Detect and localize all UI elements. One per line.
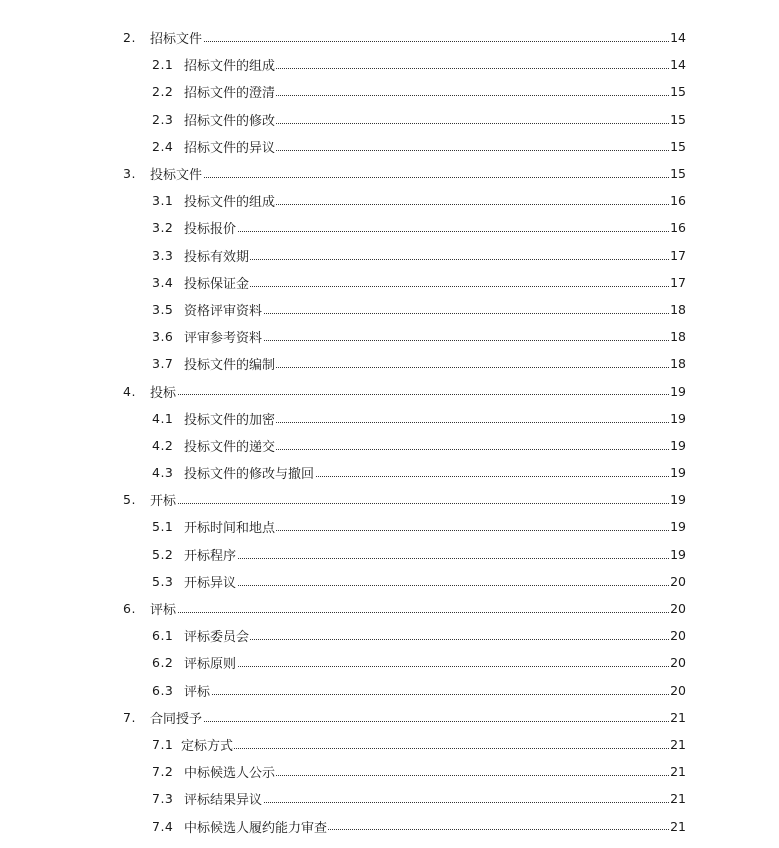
toc-entry[interactable] xyxy=(0,541,779,568)
toc-entry[interactable] xyxy=(0,622,779,649)
toc-entry-title: 招标文件的修改 xyxy=(184,110,276,129)
toc-entry[interactable] xyxy=(0,350,779,377)
toc-entry[interactable] xyxy=(0,649,779,676)
toc-entry-page: 21 xyxy=(670,791,686,807)
dot-leader xyxy=(184,558,669,559)
toc-entry[interactable] xyxy=(0,323,779,350)
toc-entry-title: 投标文件的加密 xyxy=(184,409,276,428)
toc-entry-number: 2.2 xyxy=(152,84,174,100)
toc-entry[interactable] xyxy=(0,459,779,486)
toc-entry-page: 19 xyxy=(670,492,686,508)
toc-entry[interactable] xyxy=(0,704,779,731)
toc-entry-title: 评审参考资料 xyxy=(184,327,263,346)
toc-entry-page: 20 xyxy=(670,628,686,644)
toc-entry[interactable] xyxy=(0,731,779,758)
toc-entry-page: 15 xyxy=(670,138,686,154)
toc-entry-number: 3.3 xyxy=(152,247,174,263)
toc-entry-page: 21 xyxy=(670,764,686,780)
toc-entry-title: 评标 xyxy=(184,681,211,700)
toc-entry[interactable] xyxy=(0,187,779,214)
toc-entry-number: 7.2 xyxy=(152,764,174,780)
dot-leader xyxy=(184,585,669,586)
toc-entry-title: 投标 xyxy=(150,382,177,401)
toc-entry-number: 5.2 xyxy=(152,546,174,562)
toc-entry-number: 5.3 xyxy=(152,573,174,589)
toc-entry-title: 招标文件的异议 xyxy=(184,137,276,156)
toc-entry[interactable] xyxy=(0,405,779,432)
toc-entry-title: 投标有效期 xyxy=(184,246,250,265)
toc-entry-title: 开标时间和地点 xyxy=(184,517,276,536)
toc-entry[interactable] xyxy=(0,242,779,269)
toc-entry-title: 中标候选人履约能力审查 xyxy=(184,817,328,836)
toc-entry-title: 资格评审资料 xyxy=(184,300,263,319)
toc-entry-number: 3.2 xyxy=(152,220,174,236)
toc-entry-page: 15 xyxy=(670,84,686,100)
toc-entry[interactable] xyxy=(0,78,779,105)
toc-entry[interactable] xyxy=(0,595,779,622)
dot-leader xyxy=(184,694,669,695)
toc-entry-page: 21 xyxy=(670,736,686,752)
toc-entry-title: 投标文件 xyxy=(150,164,203,183)
toc-entry-number: 2.3 xyxy=(152,111,174,127)
dot-leader xyxy=(150,721,669,722)
toc-entry[interactable] xyxy=(0,377,779,404)
toc-entry-number: 4.3 xyxy=(152,465,174,481)
dot-leader xyxy=(184,259,669,260)
toc-entry-title: 投标保证金 xyxy=(184,273,250,292)
toc-entry-title: 评标委员会 xyxy=(184,626,250,645)
toc-entry[interactable] xyxy=(0,785,779,812)
toc-entry[interactable] xyxy=(0,513,779,540)
toc-entry[interactable] xyxy=(0,758,779,785)
toc-entry[interactable] xyxy=(0,51,779,78)
toc-entry-number: 5. xyxy=(123,492,136,508)
toc-entry-title: 开标程序 xyxy=(184,545,237,564)
toc-entry-number: 7.3 xyxy=(152,791,174,807)
toc-entry-title: 合同授予 xyxy=(150,708,203,727)
toc-entry-title: 招标文件的组成 xyxy=(184,55,276,74)
toc-entry[interactable] xyxy=(0,269,779,296)
toc-entry-number: 2. xyxy=(123,30,136,46)
toc-entry[interactable] xyxy=(0,677,779,704)
toc-entry-page: 21 xyxy=(670,709,686,725)
toc-entry-page: 17 xyxy=(670,247,686,263)
toc-entry-number: 3.4 xyxy=(152,274,174,290)
dot-leader xyxy=(184,231,669,232)
toc-entry[interactable] xyxy=(0,486,779,513)
dot-leader xyxy=(184,748,669,749)
toc-entry-title: 开标 xyxy=(150,490,177,509)
toc-entry-title: 投标文件的递交 xyxy=(184,436,276,455)
toc-entry-page: 20 xyxy=(670,655,686,671)
dot-leader xyxy=(150,41,669,42)
toc-entry-title: 招标文件的澄清 xyxy=(184,82,276,101)
toc-entry-title: 评标结果异议 xyxy=(184,789,263,808)
toc-entry-number: 3.7 xyxy=(152,356,174,372)
toc-entry-number: 4. xyxy=(123,383,136,399)
toc-entry[interactable] xyxy=(0,133,779,160)
toc-entry-page: 19 xyxy=(670,519,686,535)
dot-leader xyxy=(184,286,669,287)
toc-entry-page: 20 xyxy=(670,682,686,698)
toc-entry[interactable] xyxy=(0,24,779,51)
toc-entry-number: 3.1 xyxy=(152,193,174,209)
toc-entry-title: 投标报价 xyxy=(184,218,237,237)
toc-entry-number: 5.1 xyxy=(152,519,174,535)
toc-entry-page: 16 xyxy=(670,193,686,209)
toc-entry-page: 19 xyxy=(670,465,686,481)
toc-entry[interactable] xyxy=(0,214,779,241)
dot-leader xyxy=(150,177,669,178)
toc-entry-number: 4.2 xyxy=(152,437,174,453)
toc-entry-title: 评标 xyxy=(150,599,177,618)
toc-entry-page: 17 xyxy=(670,274,686,290)
toc-entry-title: 投标文件的组成 xyxy=(184,191,276,210)
toc-entry-title: 定标方式 xyxy=(181,735,234,754)
toc-entry-number: 6.3 xyxy=(152,682,174,698)
toc-entry[interactable] xyxy=(0,568,779,595)
toc-entry-page: 21 xyxy=(670,818,686,834)
toc-entry-number: 4.1 xyxy=(152,410,174,426)
toc-entry-title: 评标原则 xyxy=(184,653,237,672)
toc-entry[interactable] xyxy=(0,432,779,459)
toc-entry-number: 3. xyxy=(123,166,136,182)
dot-leader xyxy=(150,503,669,504)
toc-entry-title: 开标异议 xyxy=(184,572,237,591)
dot-leader xyxy=(184,639,669,640)
toc-entry-page: 14 xyxy=(670,30,686,46)
toc-entry-page: 20 xyxy=(670,573,686,589)
toc-entry-number: 7. xyxy=(123,709,136,725)
toc-entry[interactable] xyxy=(0,106,779,133)
toc-entry-number: 6.1 xyxy=(152,628,174,644)
toc-entry-page: 14 xyxy=(670,57,686,73)
toc-entry-page: 18 xyxy=(670,301,686,317)
toc-entry-page: 19 xyxy=(670,546,686,562)
toc-entry-title: 招标文件 xyxy=(150,28,203,47)
toc-entry-page: 16 xyxy=(670,220,686,236)
toc-entry-page: 18 xyxy=(670,329,686,345)
toc-entry-number: 6.2 xyxy=(152,655,174,671)
toc-entry-title: 投标文件的修改与撤回 xyxy=(184,463,315,482)
toc-entry[interactable] xyxy=(0,160,779,187)
toc-entry[interactable] xyxy=(0,296,779,323)
toc-entry-number: 6. xyxy=(123,601,136,617)
toc-entry-page: 20 xyxy=(670,601,686,617)
toc-entry-number: 3.5 xyxy=(152,301,174,317)
toc-entry-page: 18 xyxy=(670,356,686,372)
toc-entry-title: 中标候选人公示 xyxy=(184,762,276,781)
toc-entry[interactable] xyxy=(0,812,779,839)
toc-entry-number: 7.1 xyxy=(152,736,174,752)
toc-entry-page: 19 xyxy=(670,383,686,399)
toc-entry-number: 2.1 xyxy=(152,57,174,73)
dot-leader xyxy=(150,394,669,395)
dot-leader xyxy=(184,666,669,667)
toc-entry-page: 19 xyxy=(670,410,686,426)
toc-entry-page: 19 xyxy=(670,437,686,453)
table-of-contents xyxy=(0,24,779,840)
toc-entry-number: 3.6 xyxy=(152,329,174,345)
toc-entry-number: 7.4 xyxy=(152,818,174,834)
toc-entry-page: 15 xyxy=(670,166,686,182)
dot-leader xyxy=(150,612,669,613)
toc-entry-number: 2.4 xyxy=(152,138,174,154)
toc-entry-page: 15 xyxy=(670,111,686,127)
toc-entry-title: 投标文件的编制 xyxy=(184,354,276,373)
